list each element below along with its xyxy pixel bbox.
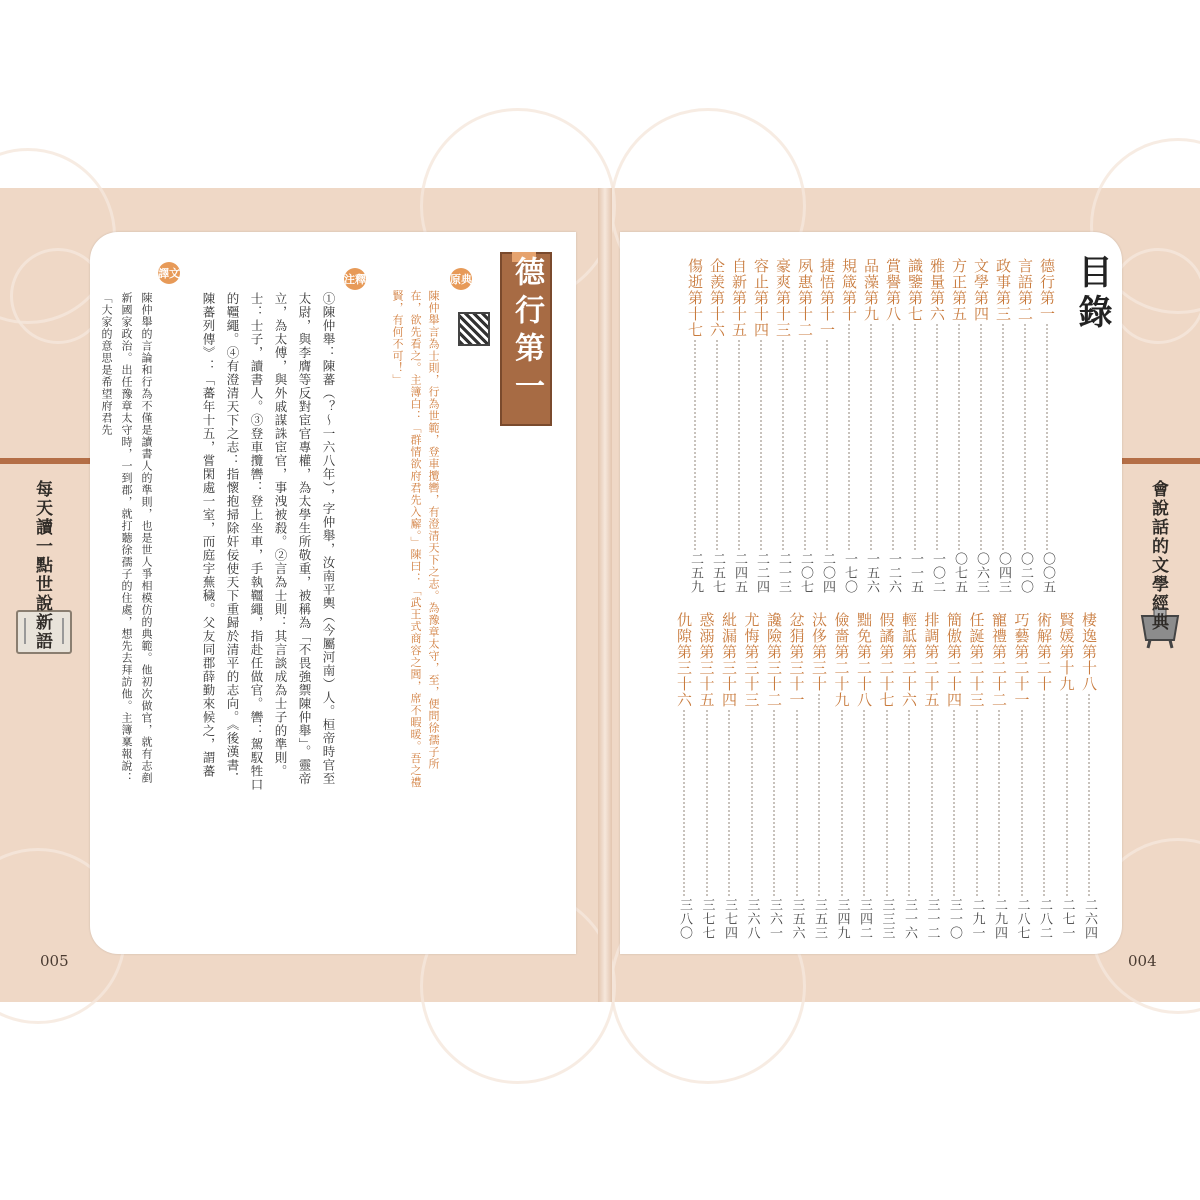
toc-entry-name: 規箴第十: [840, 258, 858, 322]
toc-entry[interactable]: [1035, 612, 1055, 940]
toc-entry-page: 三五三: [812, 898, 827, 940]
toc-entry[interactable]: [994, 258, 1014, 594]
toc-entry-page: 〇二〇: [1018, 552, 1033, 594]
toc-entry-name: 尤悔第三十三: [742, 612, 761, 708]
toc-entry[interactable]: [752, 258, 772, 594]
toc-entry[interactable]: [818, 258, 838, 594]
toc-entry[interactable]: [906, 258, 926, 594]
toc-entry[interactable]: [923, 612, 943, 940]
toc-leader-dots: [760, 340, 762, 550]
toc-entry[interactable]: [928, 258, 948, 594]
toc-leader-dots: [1088, 694, 1090, 896]
toc-leader-dots: [931, 710, 933, 896]
toc-entry[interactable]: [972, 258, 992, 594]
toc-leader-dots: [998, 710, 1000, 896]
toc-entry-page: 二六四: [1082, 898, 1097, 940]
toc-leader-dots: [716, 340, 718, 550]
toc-entry[interactable]: [774, 258, 794, 594]
toc-leader-dots: [1066, 694, 1068, 896]
toc-entry-page: 二〇四: [820, 552, 835, 594]
toc-entry-name: 紕漏第三十四: [720, 612, 738, 708]
toc-entry-name: 黜免第二十八: [855, 612, 873, 708]
toc-leader-dots: [976, 710, 978, 896]
toc-entry[interactable]: [884, 258, 904, 594]
page-number-left: 005: [40, 952, 69, 970]
toc-entry-page: 三一〇: [947, 898, 962, 940]
toc-entry[interactable]: [833, 612, 853, 940]
toc-entry[interactable]: [1013, 612, 1033, 940]
toc-leader-dots: [1002, 324, 1004, 550]
toc-entry[interactable]: [840, 258, 860, 594]
toc-leader-dots: [694, 340, 696, 550]
toc-entry-name: 儉嗇第二十九: [832, 612, 851, 708]
toc-entry[interactable]: [796, 258, 816, 594]
original-text: 陳仲舉言為士則，行為世範，登車攬轡，有澄清天下之志。為豫章太守，至，便問徐孺子所在，欲先看之。主簿白：「群情欲府君先入廨。」陳曰：「武王式商容之閭，席不暇暖。吾之禮賢，有何不可！」: [391, 290, 440, 789]
toc-leader-dots: [953, 710, 955, 896]
toc-entry-name: 術解第二十: [1035, 612, 1053, 692]
toc-entry[interactable]: [1080, 612, 1100, 940]
toc-entry[interactable]: [730, 258, 750, 594]
toc-entry-name: 仇隙第三十六: [675, 612, 693, 708]
toc-entry[interactable]: [950, 258, 970, 594]
toc-entry-name: 任誕第二十三: [967, 612, 986, 708]
toc-entry[interactable]: [900, 612, 920, 940]
toc-title: 目錄: [1072, 254, 1112, 334]
toc-entry-name: 假譎第二十七: [877, 612, 896, 708]
toc-entry-page: 三一二: [924, 898, 940, 940]
toc-entry-name: 排調第二十五: [922, 612, 941, 708]
toc-entry-page: 二五七: [710, 552, 725, 594]
toc-entry[interactable]: [810, 612, 830, 940]
toc-entry-page: 〇四三: [996, 552, 1011, 594]
toc-leader-dots: [914, 324, 916, 550]
toc-entry-page: 一一五: [908, 552, 923, 594]
toc-entry[interactable]: [698, 612, 718, 940]
toc-entry-name: 豪爽第十三: [774, 258, 792, 338]
original-label-badge: 原典: [450, 268, 472, 290]
toc-leader-dots: [782, 340, 784, 550]
toc-leader-dots: [848, 324, 850, 550]
toc-leader-dots: [908, 710, 910, 896]
toc-entry-name: 傷逝第十七: [686, 258, 704, 338]
toc-entry[interactable]: [788, 612, 808, 940]
toc-entry-name: 文學第四: [972, 258, 990, 322]
toc-entry-name: 棲逸第十八: [1080, 612, 1098, 692]
notes-text: ①陳仲舉：陳蕃（？～一六八年），字仲舉，汝南平輿（今屬河南）人。桓帝時官至太尉，與李膺等反對宦官專權，為太學生所敬重，被稱為「不畏強禦陳仲舉」。靈帝立，為太傅，與外戚謀誅宦官，事洩被殺。②言為士則：其言談成為士子的準則。士：士子，讀書人。③登車攬轡：登上坐車，手執韁繩，指赴任做官。轡：駕馭牲口的韁繩。④有澄清天下之志：指懷抱掃除奸佞使天下重歸於清平的志向。《後漢書．陳蕃列傳》：「蕃年十五，嘗閑處一室，而庭宇蕪穢。父友同郡薛勤來候之，謂蕃: [201, 292, 336, 792]
toc-leader-dots: [870, 324, 872, 550]
toc-entry-page: 三一六: [902, 898, 917, 940]
toc-entry-name: 雅量第六: [928, 258, 946, 322]
page-gutter: [598, 188, 612, 1002]
toc-leader-dots: [1021, 710, 1023, 896]
toc-entry-page: 二五九: [688, 552, 703, 594]
toc-entry-name: 德行第一: [1038, 258, 1056, 322]
toc-entry-name: 忿狷第三十一: [787, 612, 806, 708]
toc-leader-dots: [841, 710, 843, 896]
toc-entry-page: 三五六: [789, 898, 805, 940]
toc-entry[interactable]: [675, 612, 695, 940]
toc-entry[interactable]: [720, 612, 740, 940]
toc-entry-page: 三三三: [879, 898, 895, 940]
toc-leader-dots: [683, 710, 685, 896]
toc-entry-name: 捷悟第十一: [818, 258, 836, 338]
toc-leader-dots: [1043, 694, 1045, 896]
toc-entry-page: 二二四: [754, 552, 769, 594]
right-band-text: 會說話的文學經典: [1148, 480, 1168, 632]
toc-entry[interactable]: [1038, 258, 1058, 594]
toc-leader-dots: [958, 324, 960, 550]
toc-entry-page: 二四五: [732, 552, 747, 594]
chapter-title: 德行第一: [509, 256, 544, 408]
toc-entry-name: 識鑒第七: [906, 258, 924, 322]
translation-label-badge: 譯文: [158, 262, 180, 284]
toc-entry-page: 二八二: [1037, 898, 1052, 940]
toc-entry-page: 〇〇五: [1040, 552, 1055, 594]
toc-entry-page: 二九一: [969, 898, 985, 940]
toc-entry-page: 二九四: [992, 898, 1007, 940]
toc-leader-dots: [980, 324, 982, 550]
translation-text: 陳仲舉的言論和行為不僅是讀書人的準則，也是世人爭相模仿的典範。他初次做官，就有志剷新國家政治。出任豫章太守時，一到郡，就打聽徐孺子的住處，想先去拜訪他。主簿稟報說：「大家的意思是希望府君先: [100, 292, 153, 784]
toc-entry-page: 〇七五: [952, 552, 967, 594]
toc-entry-name: 政事第三: [994, 258, 1012, 322]
toc-entry-page: 二一三: [776, 552, 791, 594]
toc-entry-page: 三七四: [722, 898, 737, 940]
toc-entry-name: 汰侈第三十: [810, 612, 828, 692]
toc-leader-dots: [826, 340, 828, 550]
toc-entry-name: 惑溺第三十五: [697, 612, 716, 708]
toc-entry-page: 三六一: [767, 898, 782, 940]
left-band-line: [0, 458, 90, 464]
toc-entry-name: 賞譽第八: [884, 258, 902, 322]
toc-entry[interactable]: [708, 258, 728, 594]
toc-entry-page: 一二六: [886, 552, 901, 594]
notes-label-badge: 注釋: [344, 268, 366, 290]
toc-leader-dots: [1024, 324, 1026, 550]
toc-entry[interactable]: [945, 612, 965, 940]
toc-entry-name: 輕詆第二十六: [900, 612, 918, 708]
toc-leader-dots: [863, 710, 865, 896]
toc-entry-name: 容止第十四: [752, 258, 770, 338]
toc-entry[interactable]: [1016, 258, 1036, 594]
toc-entry-name: 企羨第十六: [708, 258, 726, 338]
toc-leader-dots: [751, 710, 753, 896]
toc-entry-page: 二七一: [1059, 898, 1075, 940]
toc-entry-page: 一〇二: [930, 552, 945, 594]
qr-code: [458, 312, 490, 346]
toc-entry[interactable]: [968, 612, 988, 940]
toc-entry-page: 〇六三: [974, 552, 989, 594]
toc-entry-name: 巧藝第二十一: [1012, 612, 1031, 708]
toc-entry-page: 三六八: [744, 898, 760, 940]
toc-leader-dots: [818, 694, 820, 896]
toc-leader-dots: [1046, 324, 1048, 550]
toc-entry-name: 夙惠第十二: [796, 258, 814, 338]
toc-entry-page: 三八〇: [677, 898, 692, 940]
toc-leader-dots: [738, 340, 740, 550]
toc-entry-page: 二〇七: [798, 552, 813, 594]
toc-entry-page: 三四九: [834, 898, 850, 940]
toc-entry-page: 三七七: [699, 898, 715, 940]
toc-leader-dots: [796, 710, 798, 896]
toc-entry[interactable]: [878, 612, 898, 940]
toc-entry-page: 一五六: [864, 552, 879, 594]
toc-entry-name: 寵禮第二十二: [990, 612, 1008, 708]
toc-entry[interactable]: [765, 612, 785, 940]
toc-entry-name: 簡傲第二十四: [945, 612, 963, 708]
toc-leader-dots: [886, 710, 888, 896]
toc-entry[interactable]: [686, 258, 706, 594]
toc-entry[interactable]: [743, 612, 763, 940]
toc-entry[interactable]: [1058, 612, 1078, 940]
toc-entry-name: 讒險第三十二: [765, 612, 783, 708]
toc-leader-dots: [936, 324, 938, 550]
toc-entry-page: 二八七: [1014, 898, 1030, 940]
left-band-text: 每天讀一點世說新語: [32, 480, 52, 651]
toc-leader-dots: [804, 340, 806, 550]
toc-entry-page: 一七〇: [842, 552, 857, 594]
toc-entry-name: 方正第五: [950, 258, 968, 322]
toc-entry[interactable]: [990, 612, 1010, 940]
toc-leader-dots: [892, 324, 894, 550]
toc-entry-name: 言語第二: [1016, 258, 1034, 322]
decorative-swirl: [1110, 248, 1200, 344]
toc-entry[interactable]: [855, 612, 875, 940]
toc-leader-dots: [728, 710, 730, 896]
toc-entry-name: 自新第十五: [730, 258, 748, 338]
toc-entry-page: 三四二: [857, 898, 872, 940]
toc-leader-dots: [773, 710, 775, 896]
toc-leader-dots: [706, 710, 708, 896]
page-number-right: 004: [1128, 952, 1157, 970]
right-band-line: [1122, 458, 1200, 464]
toc-entry-name: 賢媛第十九: [1057, 612, 1076, 692]
toc-entry[interactable]: [862, 258, 882, 594]
toc-entry-name: 品藻第九: [862, 258, 880, 322]
